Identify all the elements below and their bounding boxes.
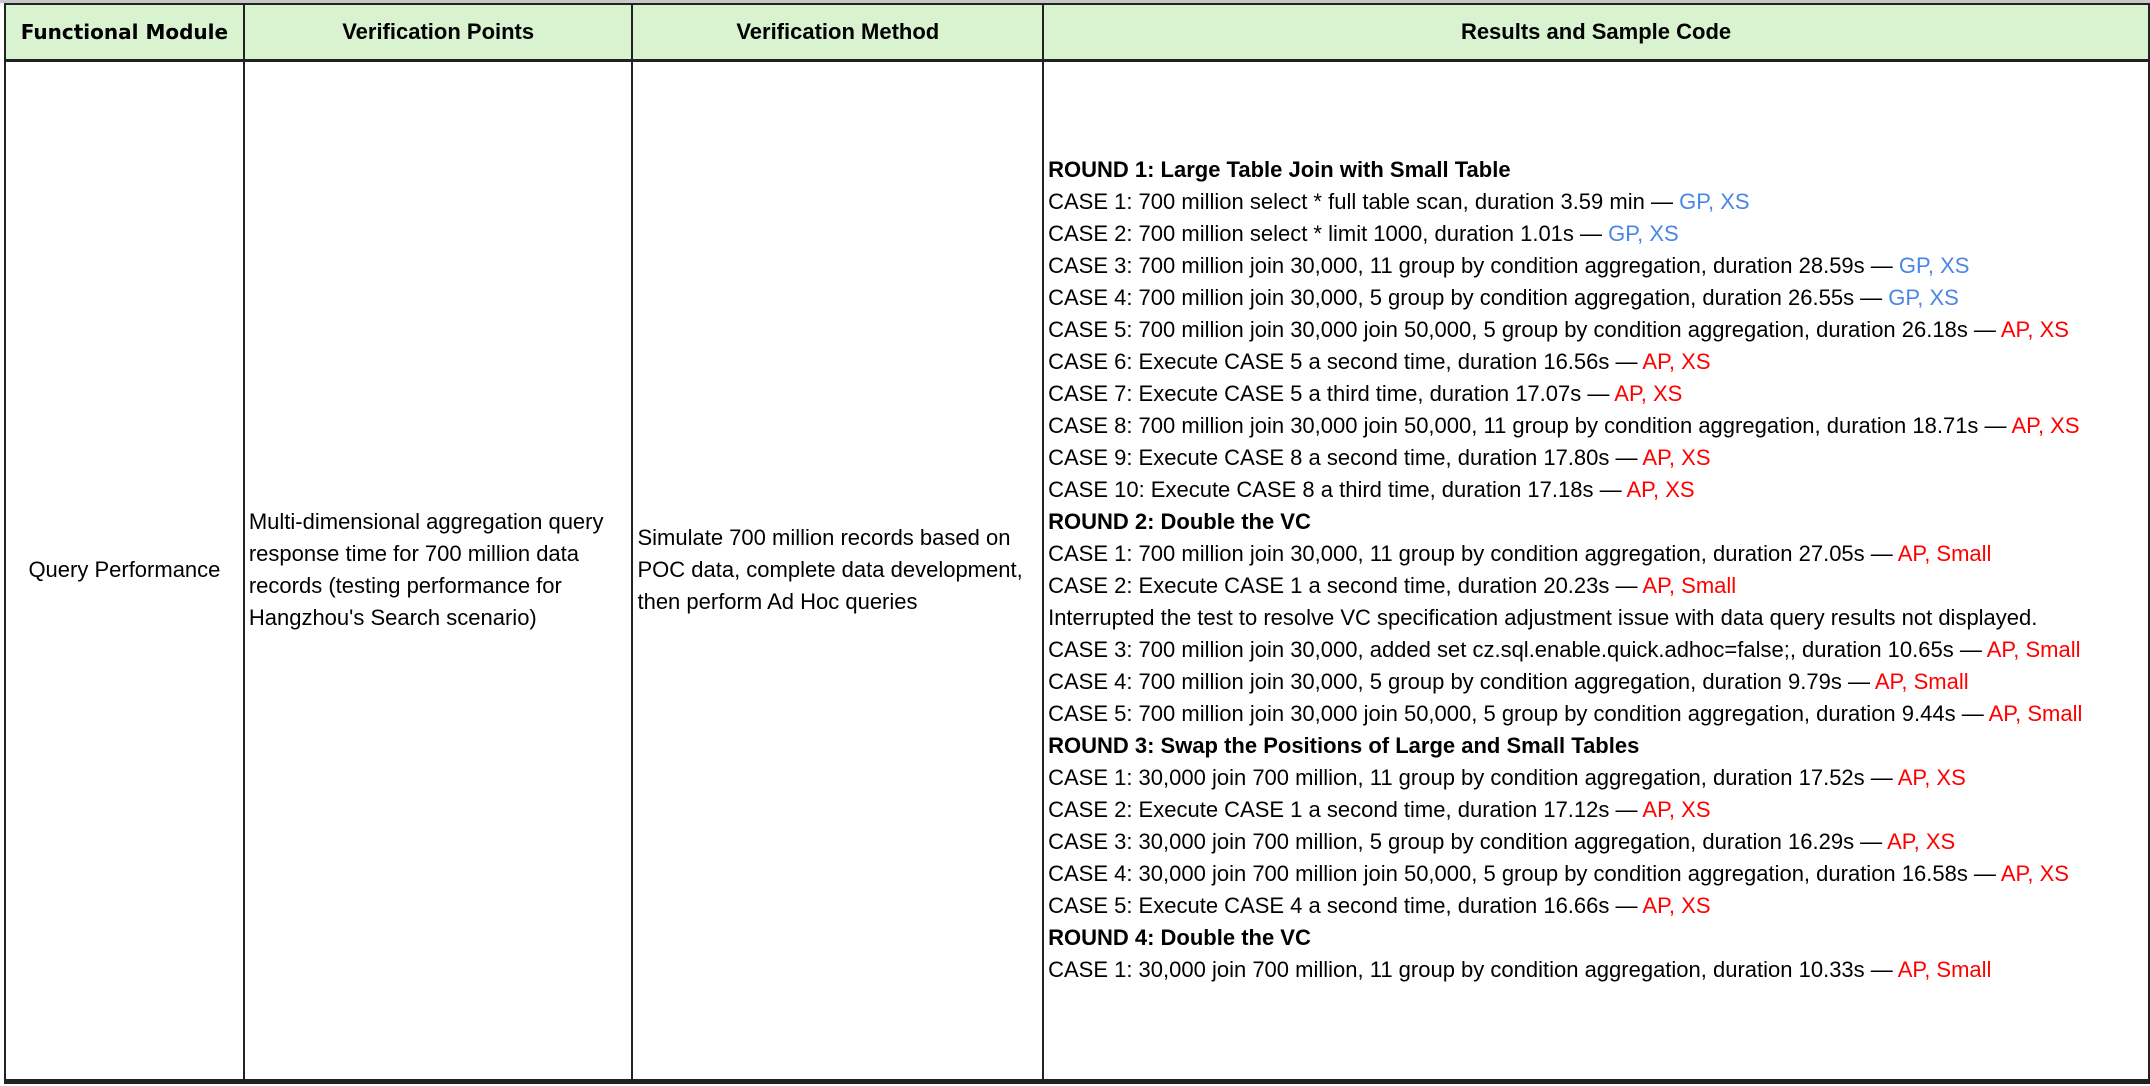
case-line [1048, 826, 2144, 858]
cell-module[interactable]: Query Performance [5, 61, 244, 1080]
table-row [5, 61, 2149, 1080]
header-results[interactable]: Results and Sample Code [1043, 4, 2149, 61]
round-heading [1048, 730, 2144, 762]
case-line [1048, 346, 2144, 378]
case-line [1048, 890, 2144, 922]
result-text: CASE 5: Execute CASE 4 a second time, duration 16.66s — [1048, 893, 1643, 919]
engine-size-tag: AP, XS [2000, 317, 2069, 343]
case-line [1048, 858, 2144, 890]
result-text: CASE 4: 700 million join 30,000, 5 group by condition aggregation, duration 26.55s — [1048, 285, 1889, 311]
case-line [1048, 666, 2144, 698]
result-text: CASE 1: 30,000 join 700 million, 11 group by condition aggregation, duration 10.33s — [1048, 957, 1898, 983]
engine-size-tag: GP, XS [1898, 253, 1970, 279]
case-line [1048, 186, 2144, 218]
engine-size-tag: AP, XS [2011, 413, 2080, 439]
cell-results[interactable] [1043, 61, 2149, 1080]
round-heading [1048, 506, 2144, 538]
engine-size-tag: AP, XS [1887, 829, 1956, 855]
result-text: CASE 1: 30,000 join 700 million, 11 group by condition aggregation, duration 17.52s — [1048, 765, 1898, 791]
result-text: CASE 3: 30,000 join 700 million, 5 group by condition aggregation, duration 16.29s — [1048, 829, 1888, 855]
verification-table [4, 3, 2150, 1081]
case-line [1048, 474, 2144, 506]
result-text: CASE 1: 700 million select * full table scan, duration 3.59 min — [1048, 189, 1680, 215]
engine-size-tag: GP, XS [1888, 285, 1959, 311]
engine-size-tag: AP, XS [1642, 893, 1711, 919]
result-text: CASE 4: 30,000 join 700 million join 50,000, 5 group by condition aggregation, duration 16.58s — [1048, 861, 2001, 887]
case-line [1048, 698, 2144, 730]
result-text: CASE 2: Execute CASE 1 a second time, duration 20.23s — [1048, 573, 1643, 599]
cell-verification-points[interactable]: Multi-dimensional aggregation query response time for 700 million data records (testing performance for Hangzhou's Search scenario) [244, 61, 633, 1080]
engine-size-tag: AP, Small [1988, 701, 2083, 727]
next-row-border [4, 1081, 2150, 1084]
header-functional-module[interactable]: Functional Module [5, 4, 244, 61]
case-line [1048, 634, 2144, 666]
engine-size-tag: AP, XS [2000, 861, 2069, 887]
header-verification-points[interactable]: Verification Points [244, 4, 633, 61]
result-text: CASE 2: 700 million select * limit 1000, duration 1.01s — [1048, 221, 1609, 247]
case-line [1048, 954, 2144, 986]
engine-size-tag: AP, XS [1614, 381, 1683, 407]
case-line [1048, 570, 2144, 602]
results-list [1048, 154, 2144, 986]
result-text: CASE 6: Execute CASE 5 a second time, duration 16.56s — [1048, 349, 1643, 375]
engine-size-tag: AP, Small [1874, 669, 1969, 695]
result-text: CASE 5: 700 million join 30,000 join 50,000, 5 group by condition aggregation, duration 9.44s — [1048, 701, 1989, 727]
result-text: CASE 9: Execute CASE 8 a second time, duration 17.80s — [1048, 445, 1643, 471]
engine-size-tag: GP, XS [1608, 221, 1679, 247]
engine-size-tag: AP, Small [1642, 573, 1737, 599]
result-text: CASE 10: Execute CASE 8 a third time, duration 17.18s — [1048, 477, 1627, 503]
result-text: CASE 3: 700 million join 30,000, 11 group by condition aggregation, duration 28.59s — [1048, 253, 1899, 279]
round-heading [1048, 154, 2144, 186]
case-line [1048, 282, 2144, 314]
case-line [1048, 410, 2144, 442]
engine-size-tag: AP, XS [1897, 765, 1966, 791]
case-line [1048, 538, 2144, 570]
cell-verification-method[interactable]: Simulate 700 million records based on POC data, complete data development, then perform Ad Hoc queries [632, 61, 1043, 1080]
case-line [1048, 794, 2144, 826]
case-line [1048, 442, 2144, 474]
case-line [1048, 762, 2144, 794]
case-line [1048, 314, 2144, 346]
header-verification-method[interactable]: Verification Method [632, 4, 1043, 61]
result-text: ROUND 3: Swap the Positions of Large and Small Tables [1048, 733, 1640, 759]
case-line [1048, 218, 2144, 250]
engine-size-tag: AP, XS [1642, 797, 1711, 823]
result-text: CASE 7: Execute CASE 5 a third time, duration 17.07s — [1048, 381, 1615, 407]
result-text: CASE 5: 700 million join 30,000 join 50,000, 5 group by condition aggregation, duration 26.18s — [1048, 317, 2001, 343]
result-text: ROUND 4: Double the VC [1048, 925, 1311, 951]
result-text: CASE 3: 700 million join 30,000, added set cz.sql.enable.quick.adhoc=false;, duration 10.65s — [1048, 637, 1987, 663]
engine-size-tag: AP, Small [1897, 541, 1992, 567]
result-text: CASE 1: 700 million join 30,000, 11 group by condition aggregation, duration 27.05s — [1048, 541, 1898, 567]
engine-size-tag: GP, XS [1679, 189, 1750, 215]
engine-size-tag: AP, XS [1642, 445, 1711, 471]
round-heading [1048, 922, 2144, 954]
result-text: CASE 2: Execute CASE 1 a second time, duration 17.12s — [1048, 797, 1643, 823]
result-text: CASE 4: 700 million join 30,000, 5 group by condition aggregation, duration 9.79s — [1048, 669, 1875, 695]
result-text: ROUND 2: Double the VC [1048, 509, 1311, 535]
case-line [1048, 250, 2144, 282]
engine-size-tag: AP, XS [1626, 477, 1695, 503]
result-text: CASE 8: 700 million join 30,000 join 50,000, 11 group by condition aggregation, duration 18.71s — [1048, 413, 2012, 439]
result-text: ROUND 1: Large Table Join with Small Table [1048, 157, 1511, 183]
case-line [1048, 378, 2144, 410]
result-note [1048, 602, 2144, 634]
engine-size-tag: AP, Small [1897, 957, 1992, 983]
engine-size-tag: AP, Small [1986, 637, 2081, 663]
engine-size-tag: AP, XS [1642, 349, 1711, 375]
header-row [5, 4, 2149, 61]
result-text: Interrupted the test to resolve VC specification adjustment issue with data query results not displayed. [1048, 605, 2038, 631]
